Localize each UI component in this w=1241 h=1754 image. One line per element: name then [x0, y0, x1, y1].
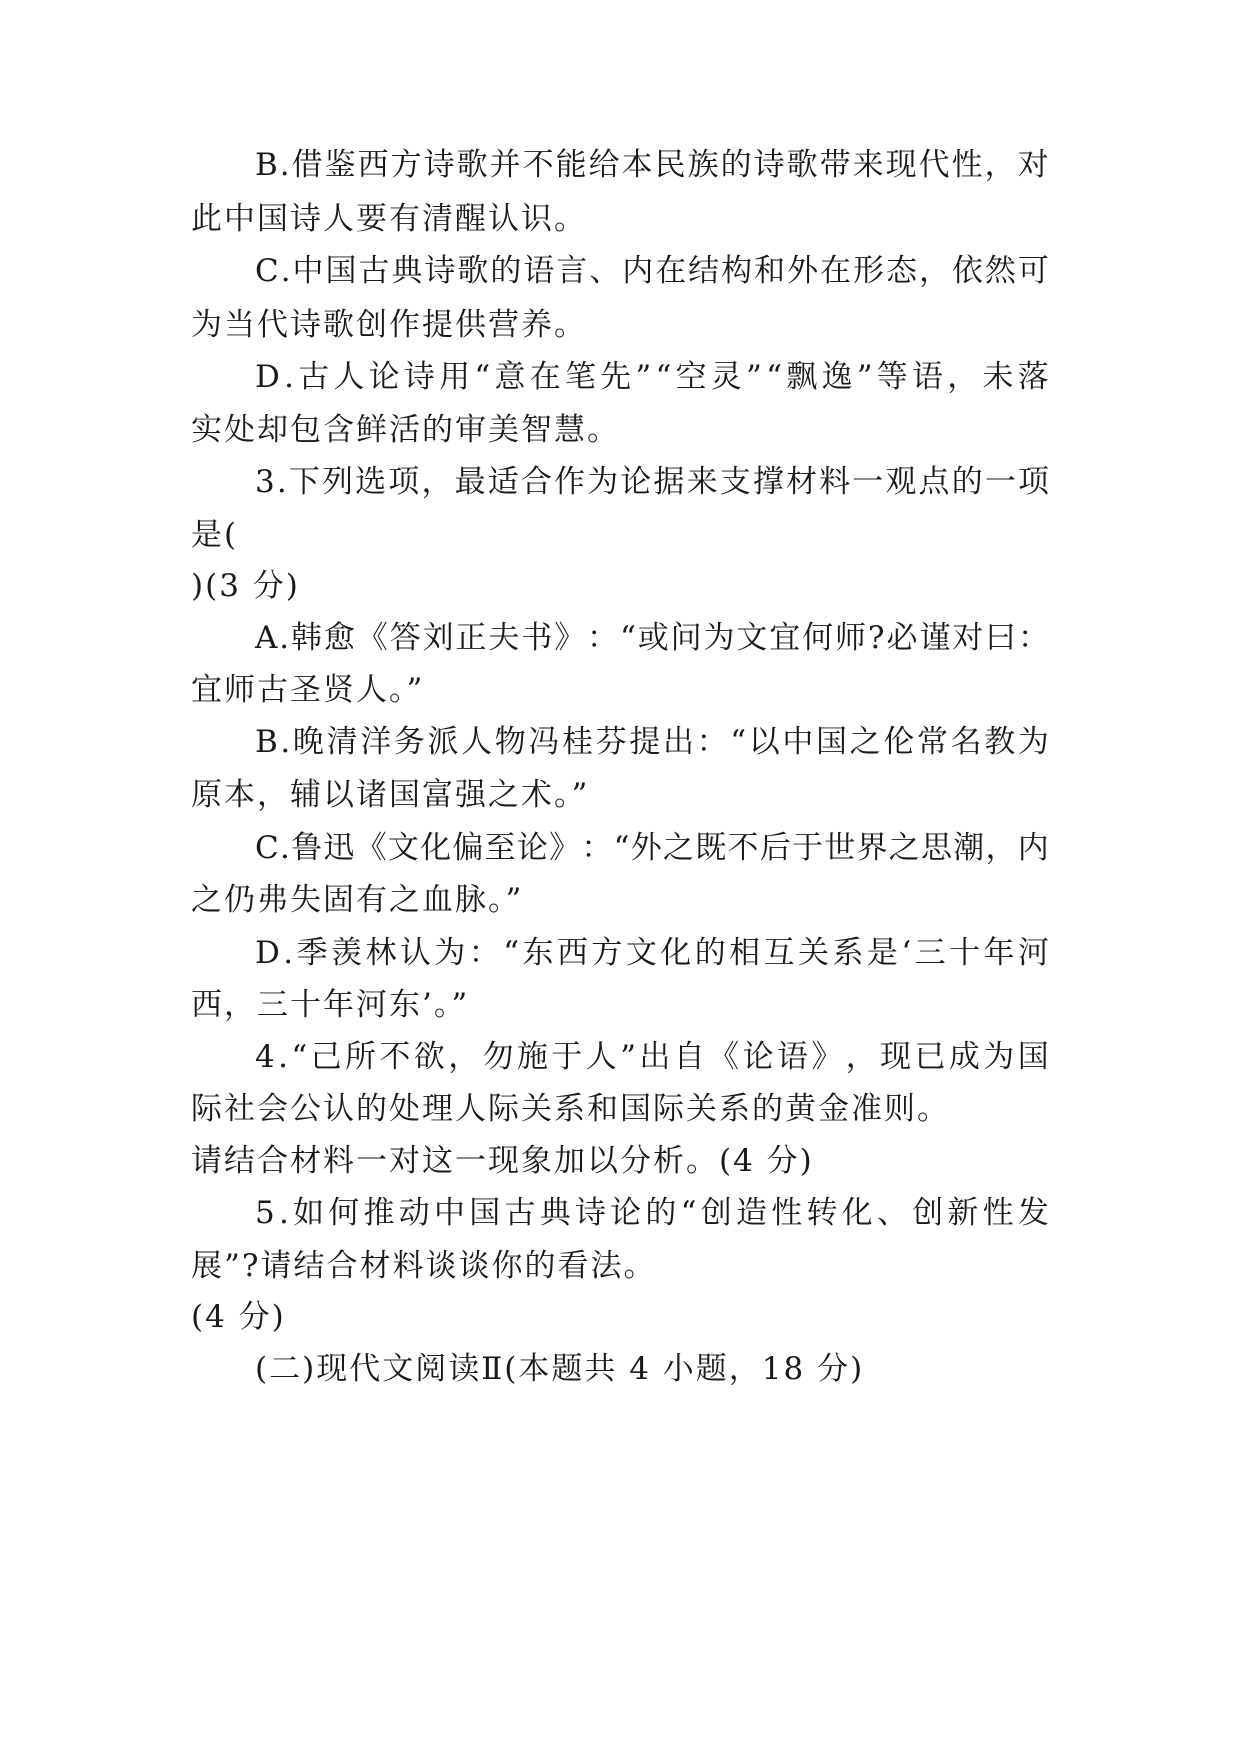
q3-option-b-line-1: B . 晚 清 洋 务 派 人 物 冯 桂 芬 提 出 ： “ 以 中 国 之 伦 常 名 教 为	[255, 724, 1049, 760]
option-b-line-2: 此中国诗人要有清醒认识。	[191, 201, 587, 237]
q3-option-d-line-2: 西，三十年河东’。”	[191, 987, 470, 1023]
question-3-line-2: 是(	[191, 517, 239, 553]
question-4-line-1: 4 . “ 己 所 不 欲 ， 勿 施 于 人 ” 出 自 《 论 语 》 ， 现 已 成 为 国	[255, 1039, 1049, 1075]
option-d-line-1: D . 古 人 论 诗 用 “ 意 在 笔 先 ” “ 空 灵 ” “ 飘 逸 ” 等 语 ， 未 落	[255, 359, 1049, 395]
option-c-line-1: C . 中 国 古 典 诗 歌 的 语 言 、 内 在 结 构 和 外 在 形 态 ， 依 然 可	[255, 253, 1049, 289]
question-4-line-2: 际社会公认的处理人际关系和国际关系的黄金准则。	[191, 1091, 950, 1127]
q3-option-b-line-2: 原本，辅以诸国富强之术。”	[191, 777, 590, 813]
question-4-line-3: 请结合材料一对这一现象加以分析。(4 分)	[191, 1143, 814, 1179]
option-c-line-2: 为当代诗歌创作提供营养。	[191, 307, 587, 343]
option-d-line-2: 实处却包含鲜活的审美智慧。	[191, 412, 620, 448]
q3-option-d-line-1: D . 季 羡 林 认 为 ： “ 东 西 方 文 化 的 相 互 关 系 是 ‘ 三 十 年 河	[255, 935, 1049, 971]
option-b-line-1: B . 借 鉴 西 方 诗 歌 并 不 能 给 本 民 族 的 诗 歌 带 来 现 代 性 ， 对	[255, 147, 1049, 183]
question-5-line-1: 5 . 如 何 推 动 中 国 古 典 诗 论 的 “ 创 造 性 转 化 、 创 新 性 发	[255, 1195, 1049, 1231]
q3-option-a-line-1: A . 韩 愈 《 答 刘 正 夫 书 》 ： “ 或 问 为 文 宜 何 师 ? 必 谨 对 曰 ：	[255, 620, 1049, 656]
question-5-score: (4 分)	[191, 1299, 286, 1335]
question-5-line-2: 展”?请结合材料谈谈你的看法。	[191, 1248, 657, 1284]
q3-option-c-line-2: 之仍弗失固有之血脉。”	[191, 882, 524, 918]
question-3-line-1: 3 . 下 列 选 项 ， 最 适 合 作 为 论 据 来 支 撑 材 料 一 观 点 的 一 项	[255, 464, 1049, 500]
q3-option-c-line-1: C . 鲁 迅 《 文 化 偏 至 论 》 ： “ 外 之 既 不 后 于 世 界 之 思 潮 ， 内	[255, 830, 1049, 866]
question-3-score: )(3 分)	[191, 568, 300, 604]
q3-option-a-line-2: 宜师古圣贤人。”	[191, 672, 425, 708]
section-heading: (二)现代文阅读Ⅱ(本题共 4 小题，18 分)	[255, 1351, 865, 1387]
